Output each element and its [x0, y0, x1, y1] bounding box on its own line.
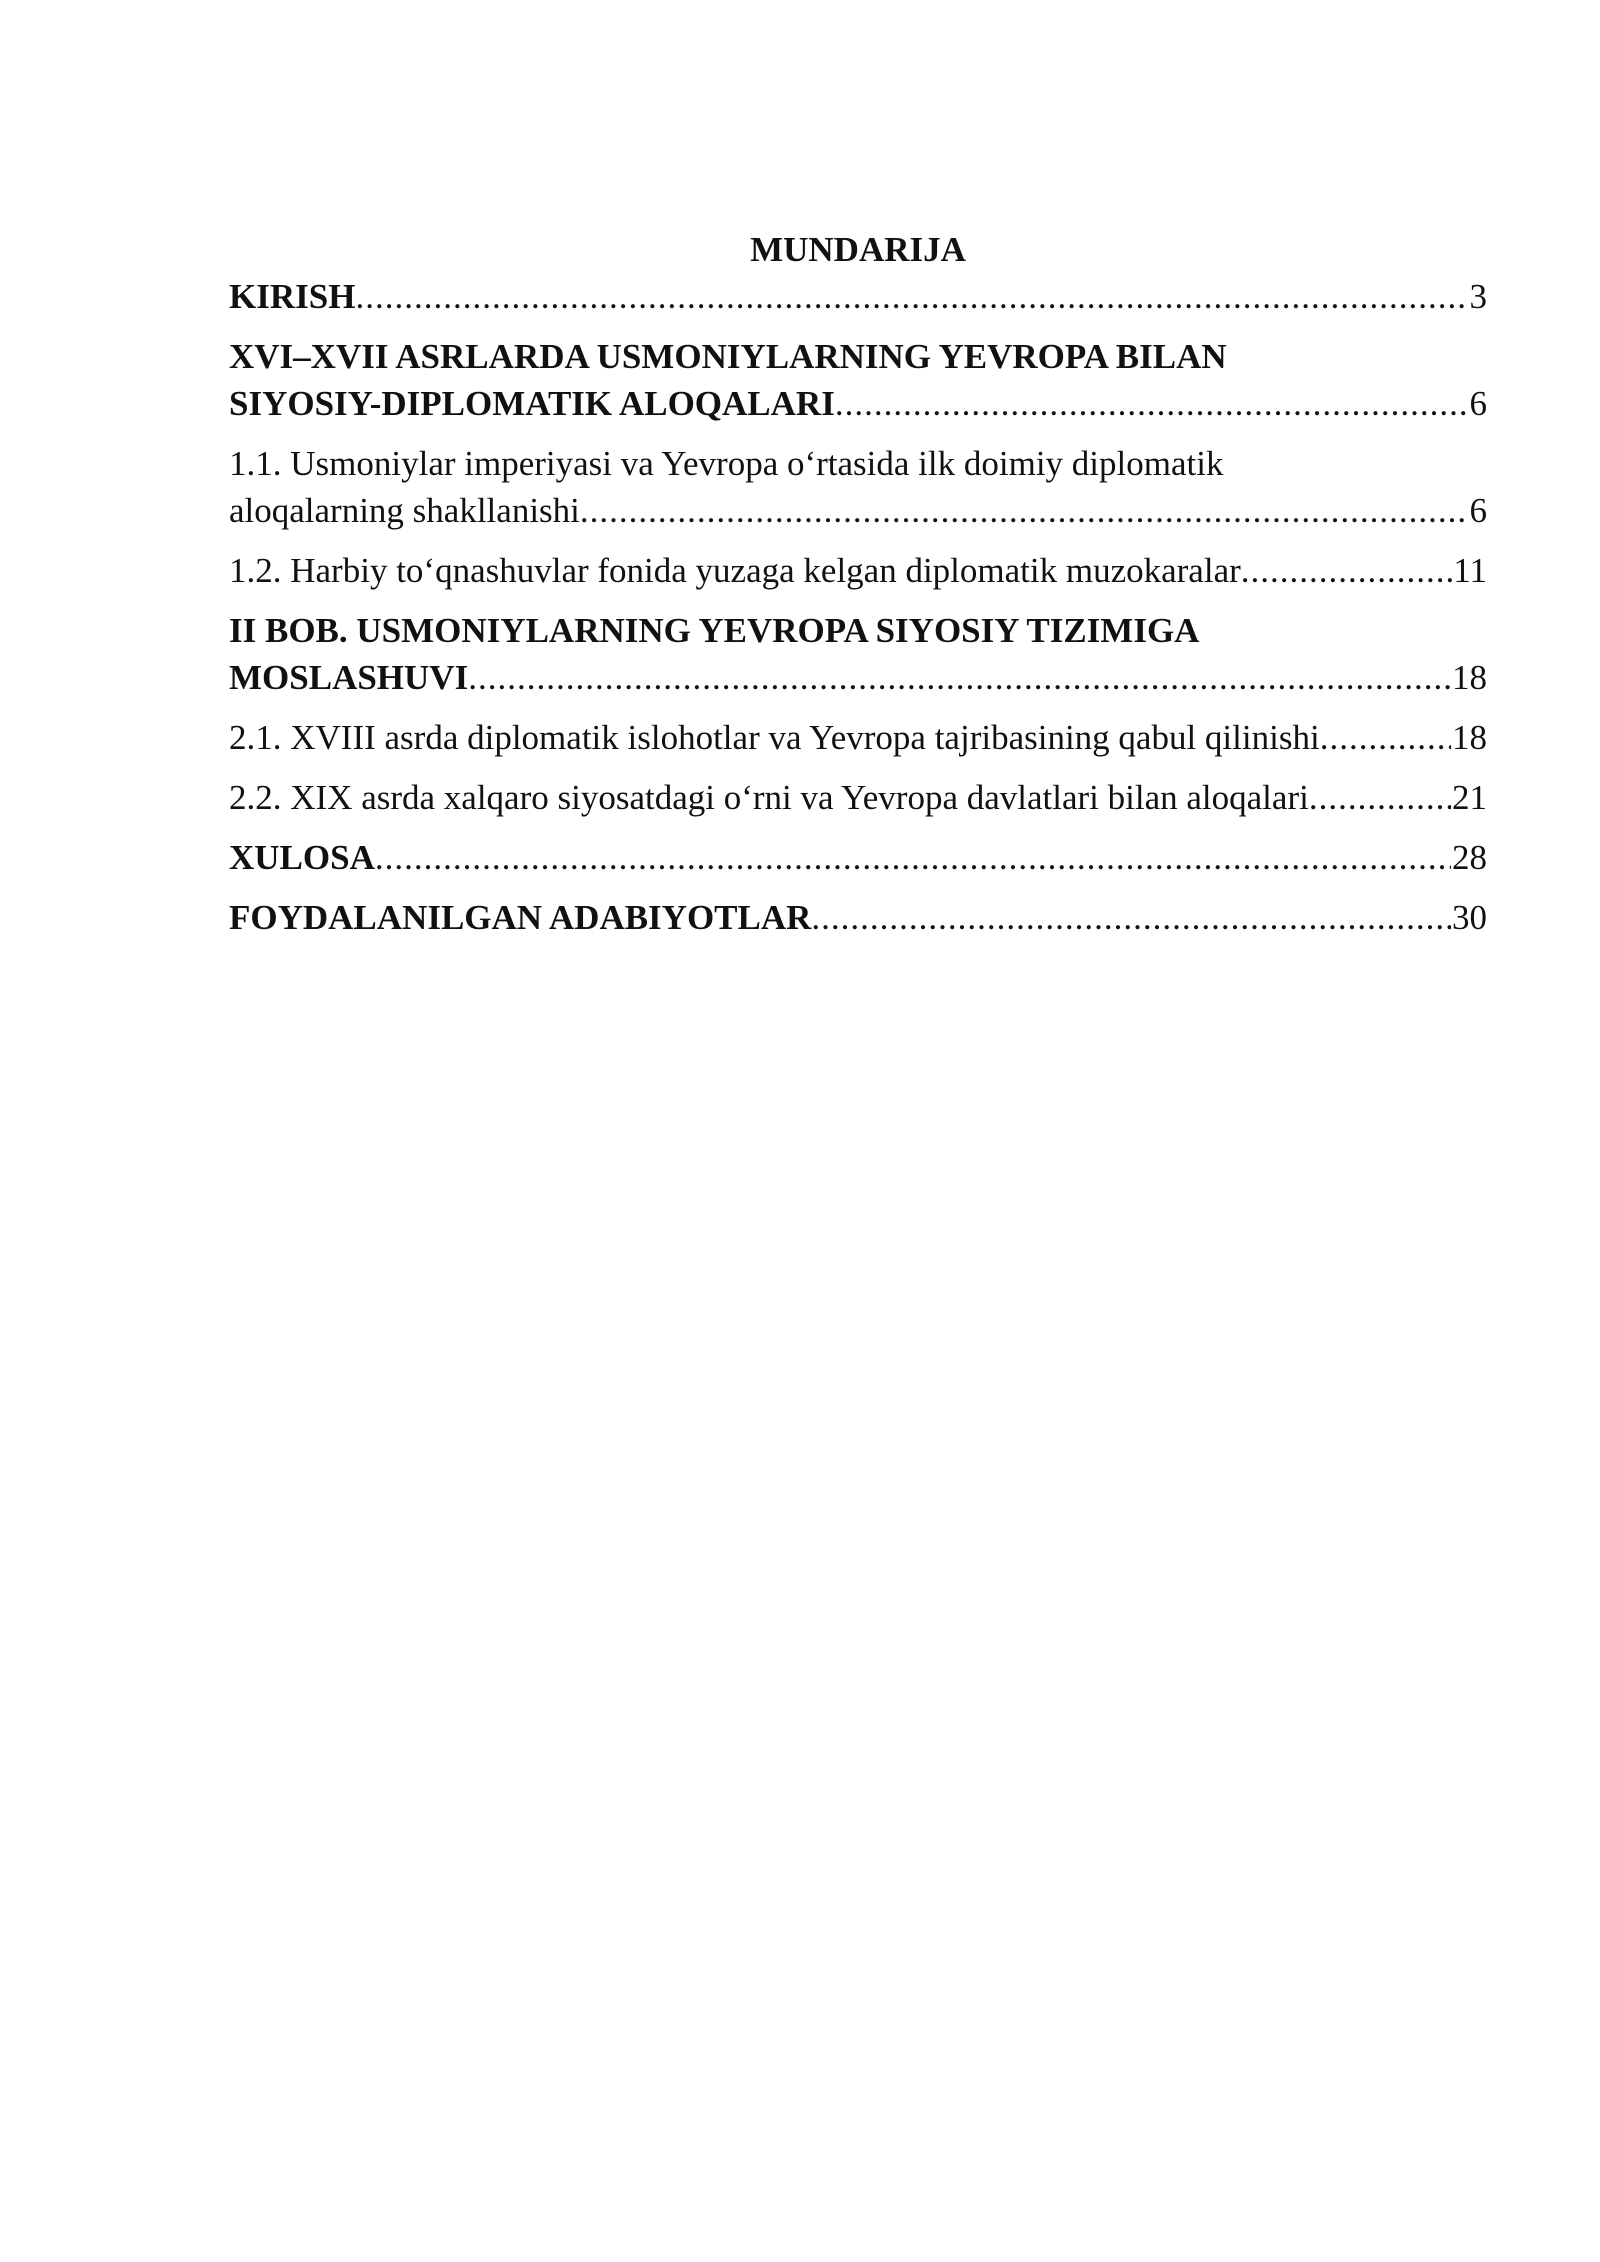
toc-entry-label: 1.2. Harbiy to‘qnashuvlar fonida yuzaga kelgan diplomatik muzokaralar	[229, 551, 1241, 590]
toc-entry-label-line1: 1.1. Usmoniylar imperiyasi va Yevropa o‘rtasida ilk doimiy diplomatik	[229, 444, 1224, 483]
toc-page-number: 6	[1469, 384, 1487, 423]
toc-page-number: 3	[1469, 277, 1487, 316]
toc-entry-label: MOSLASHUVI	[229, 658, 469, 697]
toc-entry-label: XULOSA	[229, 838, 375, 877]
toc-page-number: 18	[1452, 658, 1487, 697]
toc-entry-label-line1: II BOB. USMONIYLARNING YEVROPA SIYOSIY TIZIMIGA	[229, 611, 1200, 650]
toc-page-number: 28	[1452, 838, 1487, 877]
toc-entry-section-1-1[interactable]	[229, 440, 1487, 534]
dot-leader	[1309, 774, 1451, 821]
dot-leader	[835, 380, 1469, 427]
toc-entry-chapter-2[interactable]	[229, 607, 1487, 701]
toc-entry-label: SIYOSIY-DIPLOMATIK ALOQALARI	[229, 384, 835, 423]
toc-entry-label: FOYDALANILGAN ADABIYOTLAR	[229, 898, 812, 937]
dot-leader	[1320, 714, 1451, 761]
toc-page-number: 6	[1469, 491, 1487, 530]
toc-title: MUNDARIJA	[750, 230, 966, 269]
dot-leader	[375, 834, 1451, 881]
table-of-contents	[229, 226, 1487, 941]
toc-entry-section-1-2[interactable]	[229, 547, 1487, 594]
toc-entry-label: KIRISH	[229, 277, 356, 316]
toc-entry-xulosa[interactable]	[229, 834, 1487, 881]
dot-leader	[1241, 547, 1453, 594]
dot-leader	[355, 273, 1468, 320]
toc-entry-label: aloqalarning shakllanishi	[229, 491, 580, 530]
toc-page-number: 30	[1452, 898, 1487, 937]
toc-entry-label: 2.2. XIX asrda xalqaro siyosatdagi o‘rni va Yevropa davlatlari bilan aloqalari	[229, 778, 1309, 817]
toc-entry-label-line1: XVI–XVII ASRLARDA USMONIYLARNING YEVROPA BILAN	[229, 337, 1227, 376]
toc-entry-label: 2.1. XVIII asrda diplomatik islohotlar va Yevropa tajribasining qabul qilinishi	[229, 718, 1320, 757]
toc-page-number: 11	[1453, 551, 1487, 590]
dot-leader	[468, 654, 1451, 701]
dot-leader	[811, 894, 1451, 941]
toc-page-number: 21	[1452, 778, 1487, 817]
toc-entry-adabiyotlar[interactable]	[229, 894, 1487, 941]
toc-entry-chapter-1[interactable]	[229, 333, 1487, 427]
toc-entry-section-2-1[interactable]	[229, 714, 1487, 761]
toc-entry-section-2-2[interactable]	[229, 774, 1487, 821]
dot-leader	[580, 487, 1469, 534]
toc-entry-kirish[interactable]	[229, 273, 1487, 320]
toc-page-number: 18	[1452, 718, 1487, 757]
